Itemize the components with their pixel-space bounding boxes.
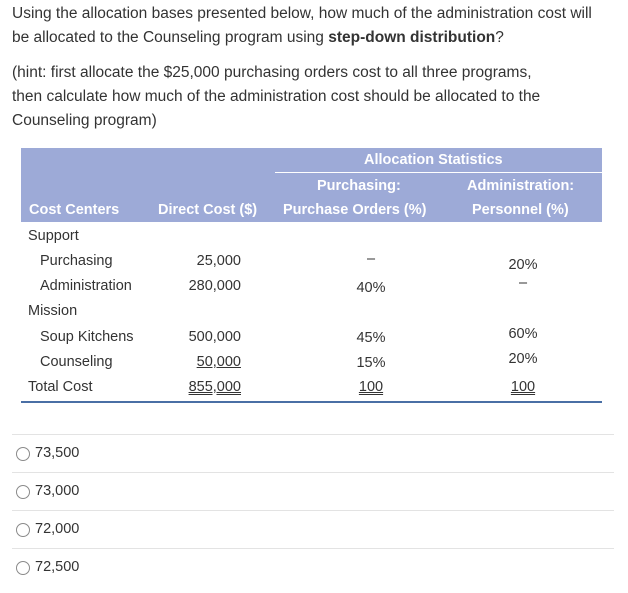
row-administration-cost: 280,000 bbox=[188, 278, 241, 294]
hint-line-1: (hint: first allocate the $25,000 purchasing orders cost to all three programs, bbox=[12, 64, 532, 81]
answer-option-label: 73,500 bbox=[35, 445, 80, 461]
row-purchasing-po: – bbox=[366, 251, 376, 267]
answer-option-label: 73,000 bbox=[35, 483, 80, 499]
row-total-personnel-wrap bbox=[501, 379, 545, 395]
hint-text bbox=[12, 61, 618, 133]
hint-line-2: then calculate how much of the administration cost should be allocated to the bbox=[12, 88, 541, 105]
admin-header-line1: Administration: bbox=[467, 178, 575, 194]
row-total-po-wrap bbox=[341, 379, 401, 395]
header-divider bbox=[275, 172, 602, 173]
row-total-name: Total Cost bbox=[28, 379, 93, 395]
answer-option-2[interactable] bbox=[12, 472, 614, 511]
row-soup-name: Soup Kitchens bbox=[40, 329, 134, 345]
allocation-statistics-header: Allocation Statistics bbox=[364, 152, 503, 168]
direct-cost-header: Direct Cost ($) bbox=[158, 202, 258, 218]
row-total-po: 100 bbox=[358, 379, 384, 395]
purchasing-header-line1: Purchasing: bbox=[317, 178, 401, 194]
row-counseling-personnel: 20% bbox=[508, 351, 538, 367]
purchasing-header-line2: Purchase Orders (%) bbox=[283, 202, 427, 218]
question-line-2-start: be allocated to the Counseling program using bbox=[12, 29, 329, 46]
row-administration-po: 40% bbox=[356, 280, 386, 296]
row-soup-po: 45% bbox=[356, 330, 386, 346]
table-header bbox=[21, 148, 602, 222]
question-text bbox=[12, 2, 618, 50]
answer-option-label: 72,000 bbox=[35, 521, 80, 537]
answer-option-1[interactable] bbox=[12, 434, 614, 473]
answer-option-3[interactable] bbox=[12, 510, 614, 549]
row-total-cost-wrap bbox=[161, 379, 241, 395]
support-label: Support bbox=[28, 228, 79, 244]
radio-button[interactable] bbox=[16, 447, 30, 461]
answer-option-label: 72,500 bbox=[35, 559, 80, 575]
row-administration-personnel: – bbox=[518, 275, 528, 291]
row-soup-cost: 500,000 bbox=[188, 329, 241, 345]
row-purchasing-cost: 25,000 bbox=[196, 253, 241, 269]
mission-label: Mission bbox=[28, 303, 78, 319]
cost-centers-header: Cost Centers bbox=[29, 202, 120, 218]
row-purchasing-name: Purchasing bbox=[40, 253, 113, 269]
admin-header-line2: Personnel (%) bbox=[472, 202, 569, 218]
row-counseling-po: 15% bbox=[356, 355, 386, 371]
answer-option-4[interactable] bbox=[12, 548, 614, 587]
row-total-cost: 855,000 bbox=[188, 379, 241, 395]
radio-button[interactable] bbox=[16, 523, 30, 537]
row-soup-personnel: 60% bbox=[508, 326, 538, 342]
hint-line-3: Counseling program) bbox=[12, 112, 157, 129]
row-counseling-cost-wrap bbox=[161, 354, 241, 370]
allocation-table bbox=[21, 148, 602, 403]
row-administration-name: Administration bbox=[40, 278, 132, 294]
radio-button[interactable] bbox=[16, 485, 30, 499]
question-line-2 bbox=[12, 26, 618, 50]
row-total-personnel: 100 bbox=[510, 379, 536, 395]
row-counseling-name: Counseling bbox=[40, 354, 113, 370]
radio-button[interactable] bbox=[16, 561, 30, 575]
table-bottom-rule bbox=[21, 401, 602, 403]
question-line-2-end: ? bbox=[495, 29, 504, 46]
question-line-1: Using the allocation bases presented below, how much of the administration cost will bbox=[12, 5, 592, 22]
row-counseling-cost: 50,000 bbox=[196, 354, 241, 370]
row-purchasing-personnel: 20% bbox=[508, 257, 538, 273]
question-emphasis: step-down distribution bbox=[328, 29, 496, 46]
